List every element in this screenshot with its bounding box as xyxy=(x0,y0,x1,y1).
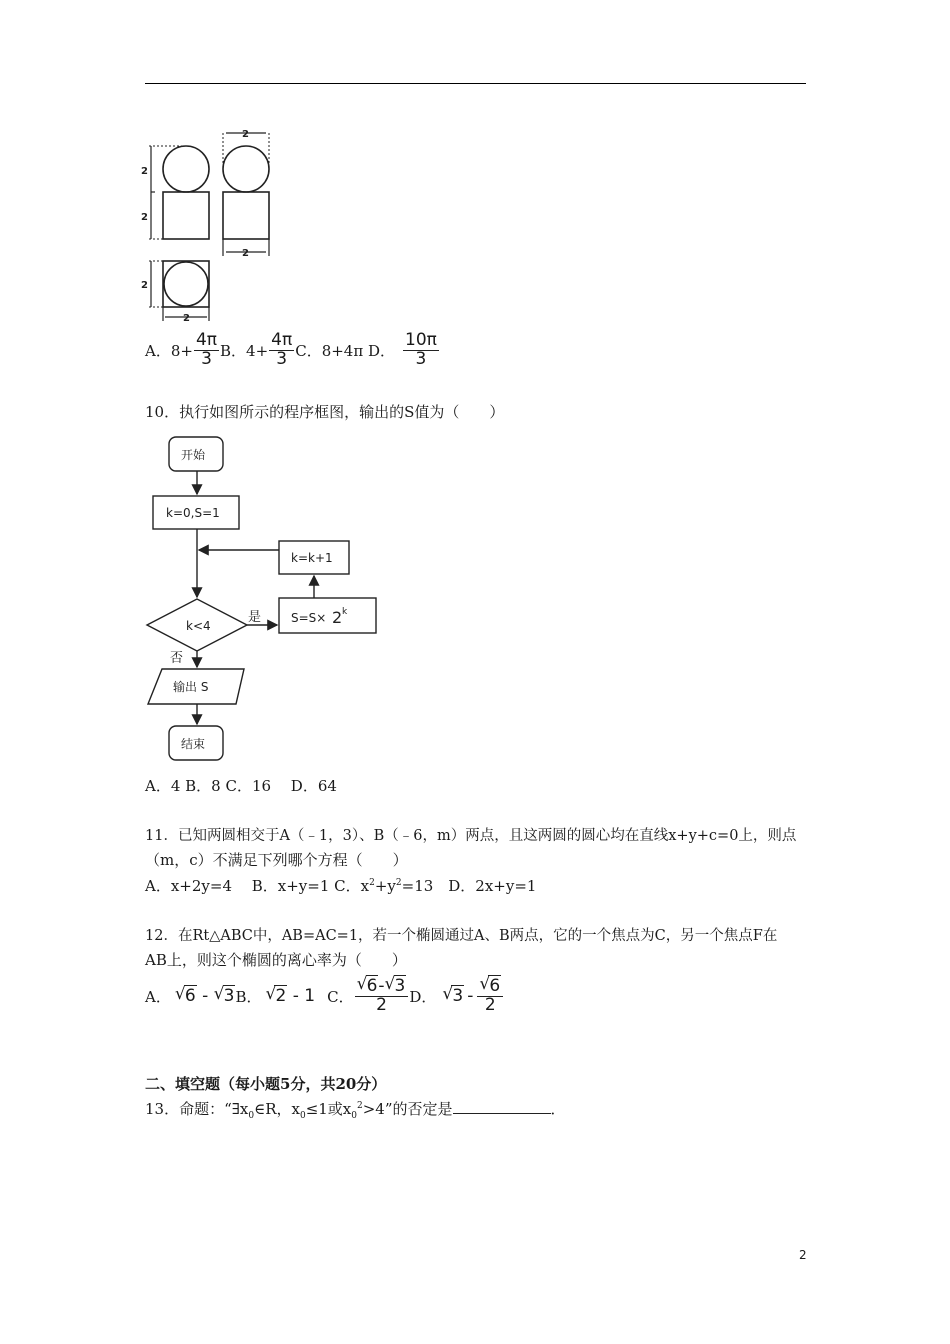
section-title: 二、填空题（每小题5分，共20分） xyxy=(145,1075,387,1093)
flow-update-s-base: 2 xyxy=(332,608,343,627)
q10-stem: 10．执行如图所示的程序框图，输出的S值为（ ） xyxy=(145,403,505,421)
top-view-circle xyxy=(164,262,208,306)
q12-option-a-expr xyxy=(175,986,236,1006)
dim-label: 2 xyxy=(242,129,249,140)
dim-label: 2 xyxy=(183,313,190,322)
q12-option-d-expr xyxy=(442,975,504,1015)
q12-option-d-label: D． xyxy=(409,987,437,1006)
q11-line2: （m，c）不满足下列哪个方程（ ） xyxy=(145,851,408,869)
q9-option-a-fraction xyxy=(194,329,219,369)
sqrt xyxy=(265,986,287,1006)
sqrt xyxy=(442,986,464,1006)
radicand: 3 xyxy=(223,986,235,1006)
q9-option-a-prefix: A．8+ xyxy=(145,341,193,360)
subscript: 0 xyxy=(299,1111,306,1121)
flow-update-s-label: S=S× xyxy=(291,611,327,625)
side-view-circle xyxy=(223,146,269,192)
minus-sign: - xyxy=(467,986,474,1006)
q11-line1: 11．已知两圆相交于A（﹣1，3）、B（﹣6，m）两点，且这两圆的圆心均在直线x+y+c=0上，则点 xyxy=(145,828,797,844)
minus-sign: - xyxy=(292,986,299,1006)
denominator: 2 xyxy=(376,994,387,1015)
sqrt xyxy=(175,986,197,1006)
q11-sup-1: 2 xyxy=(369,878,375,888)
q11-options-part2: +y xyxy=(374,877,396,895)
q13-part4: >4”的否定是 xyxy=(362,1100,453,1118)
minus-sign: - xyxy=(378,975,385,996)
numerator xyxy=(355,975,409,997)
q10-options: A．4 B．8 C．16 D．64 xyxy=(145,777,337,795)
subscript: 0 xyxy=(248,1111,255,1121)
q12-option-b-expr xyxy=(265,986,315,1006)
q12-options xyxy=(145,972,504,1020)
flow-end-label: 结束 xyxy=(181,737,206,751)
radicand: 3 xyxy=(394,975,406,996)
flow-yes-label: 是 xyxy=(248,610,262,625)
q9-option-b-prefix: B．4+ xyxy=(220,341,269,360)
q11-sup-2: 2 xyxy=(395,878,402,888)
front-view-circle xyxy=(163,146,209,192)
three-view-figure xyxy=(138,126,288,322)
q12-option-a-label: A． xyxy=(145,987,171,1006)
sqrt xyxy=(214,986,236,1006)
denominator: 3 xyxy=(276,348,288,369)
q12-line1: 12．在Rt△ABC中，AB=AC=1，若一个椭圆通过A、B两点，它的一个焦点为C，另一个焦点F在 xyxy=(145,928,778,944)
q9-option-d-fraction xyxy=(403,329,439,369)
sqrt xyxy=(385,975,407,996)
radicand: 6 xyxy=(489,975,501,996)
q12-line2: AB上，则这个椭圆的离心率为（ ） xyxy=(145,951,407,969)
dim-label: 2 xyxy=(141,212,148,223)
header-rule xyxy=(145,83,806,84)
q11-options-part1: A．x+2y=4 B．x+y=1 C．x xyxy=(145,877,370,895)
q12-option-c-label: C． xyxy=(327,987,354,1006)
radicand: 6 xyxy=(366,975,378,996)
sqrt xyxy=(357,975,379,996)
radicand: 3 xyxy=(452,986,464,1006)
q11-options xyxy=(145,875,536,896)
denominator: 2 xyxy=(484,994,496,1015)
flowchart xyxy=(140,430,390,770)
flow-condition-label: k<4 xyxy=(186,619,211,633)
flow-update-k-label: k=k+1 xyxy=(291,551,333,565)
numerator: 4π xyxy=(195,329,218,350)
front-view-square xyxy=(163,192,209,239)
dim-label: 2 xyxy=(141,280,148,291)
numerator: 4π xyxy=(271,329,293,350)
q13-part1: 13．命题：“∃x xyxy=(145,1100,249,1118)
radicand: 2 xyxy=(275,986,287,1006)
denominator: 3 xyxy=(415,348,427,369)
subscript: 0 xyxy=(351,1111,357,1121)
flow-update-s-exp: k xyxy=(342,607,348,617)
dim-label: 2 xyxy=(141,166,148,177)
q13-end: ． xyxy=(550,1100,566,1118)
q11-options-part3: =13 D．2x+y=1 xyxy=(401,877,537,895)
q13-stem xyxy=(145,1098,566,1121)
numerator xyxy=(477,975,503,997)
flow-output-label: 输出 S xyxy=(173,680,209,694)
answer-blank[interactable] xyxy=(453,1099,551,1114)
fraction xyxy=(477,975,503,1015)
dim-label: 2 xyxy=(242,248,249,259)
q12-option-c-fraction xyxy=(355,975,409,1015)
q12-option-b-label: B． xyxy=(235,987,262,1006)
flow-init-label: k=0,S=1 xyxy=(166,506,220,520)
side-view-square xyxy=(223,192,269,239)
superscript: 2 xyxy=(357,1101,363,1111)
flow-start-label: 开始 xyxy=(181,448,206,462)
page-number: 2 xyxy=(799,1248,807,1262)
numerator: 10π xyxy=(405,329,437,350)
radicand: 6 xyxy=(184,986,196,1006)
q9-options xyxy=(145,330,440,370)
q9-option-b-fraction xyxy=(269,329,294,369)
sqrt xyxy=(479,975,501,996)
q9-option-cd-text: C．8+4π D． xyxy=(295,341,396,360)
q13-part3: ≤1或x xyxy=(305,1100,352,1118)
minus-sign: - xyxy=(202,986,209,1006)
q13-part2: ∈R，x xyxy=(254,1100,300,1118)
one: 1 xyxy=(304,986,316,1006)
denominator: 3 xyxy=(201,348,212,369)
flow-no-label: 否 xyxy=(170,651,184,666)
